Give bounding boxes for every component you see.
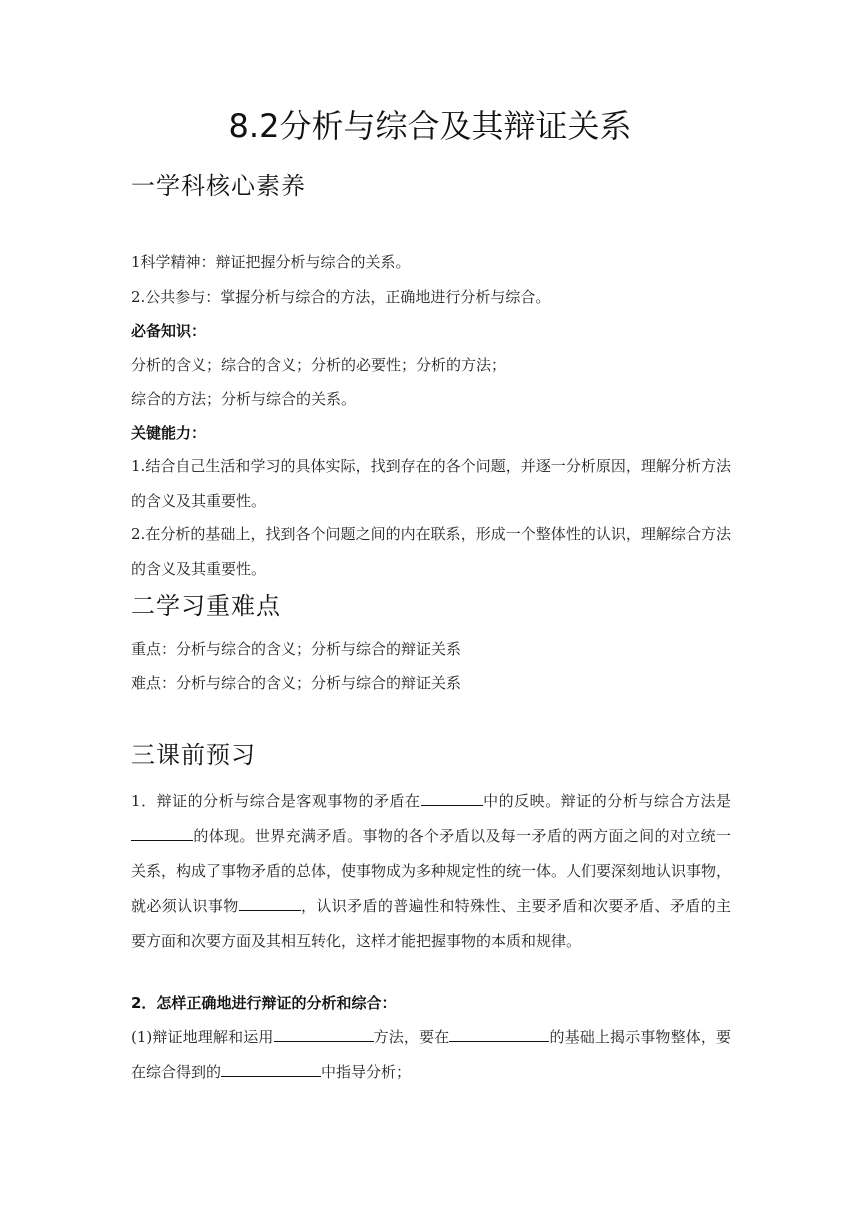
knowledge-line-2: 综合的方法；分析与综合的关系。 — [131, 390, 357, 408]
document-title: 8.2分析与综合及其辩证关系 — [228, 107, 632, 145]
preview-question-2-heading: 2．怎样正确地进行辩证的分析和综合： — [131, 994, 397, 1012]
knowledge-line-1: 分析的含义；综合的含义；分析的必要性；分析的方法； — [131, 356, 507, 374]
q2-1-text-2: 方法，要在 — [373, 1028, 450, 1046]
difficulty-line: 难点：分析与综合的含义；分析与综合的辩证关系 — [131, 674, 462, 692]
q2-1-text-4: 中指导分析； — [321, 1063, 412, 1081]
core-literacy-item-1: 1科学精神：辩证把握分析与综合的关系。 — [131, 253, 411, 271]
ability-label: 关键能力： — [131, 424, 207, 442]
section-heading-key-difficult: 二学习重难点 — [131, 592, 281, 620]
knowledge-label: 必备知识： — [131, 322, 207, 340]
ability-item-1: 1.结合自己生活和学习的具体实际，找到存在的各个问题，并逐一分析原因，理解分析方法的含义及其重要性。 — [131, 457, 731, 510]
q2-1-text-3: 的基础上揭示事物整体，要在综合得到的 — [131, 1028, 731, 1081]
fill-blank[interactable] — [221, 1060, 321, 1077]
fill-blank[interactable] — [274, 1025, 374, 1042]
fill-blank[interactable] — [239, 894, 301, 911]
section-heading-preview: 三课前预习 — [131, 741, 256, 769]
fill-blank[interactable] — [421, 789, 483, 806]
q1-text-4: ，认识矛盾的普遍性和特殊性、主要矛盾和次要矛盾、矛盾的主要方面和次要方面及其相互转化，这样才能把握事物的本质和规律。 — [131, 897, 731, 950]
section-heading-core-literacy: 一学科核心素养 — [131, 172, 306, 200]
key-point-line: 重点：分析与综合的含义；分析与综合的辩证关系 — [131, 640, 462, 658]
core-literacy-item-2: 2.公共参与：掌握分析与综合的方法，正确地进行分析与综合。 — [131, 288, 551, 306]
ability-item-2: 2.在分析的基础上，找到各个问题之间的内在联系，形成一个整体性的认识，理解综合方法的含义及其重要性。 — [131, 525, 731, 578]
q2-1-text-1: (1)辩证地理解和运用 — [131, 1028, 274, 1046]
q1-text-3: 的体现。世界充满矛盾。事物的各个矛盾以及每一矛盾的两方面之间的对立统一关系，构成了事物矛盾的总体，使事物成为多种规定性的统一体。人们要深刻地认识事物，就必须认识事物 — [131, 827, 732, 915]
q1-text-2: 中的反映。辩证的分析与综合方法是 — [482, 792, 731, 810]
fill-blank[interactable] — [131, 824, 193, 841]
q1-text-1: 1．辩证的分析与综合是客观事物的矛盾在 — [131, 792, 421, 810]
fill-blank[interactable] — [449, 1025, 549, 1042]
preview-question-1 — [131, 784, 731, 959]
preview-question-2-part-1 — [131, 1020, 731, 1090]
